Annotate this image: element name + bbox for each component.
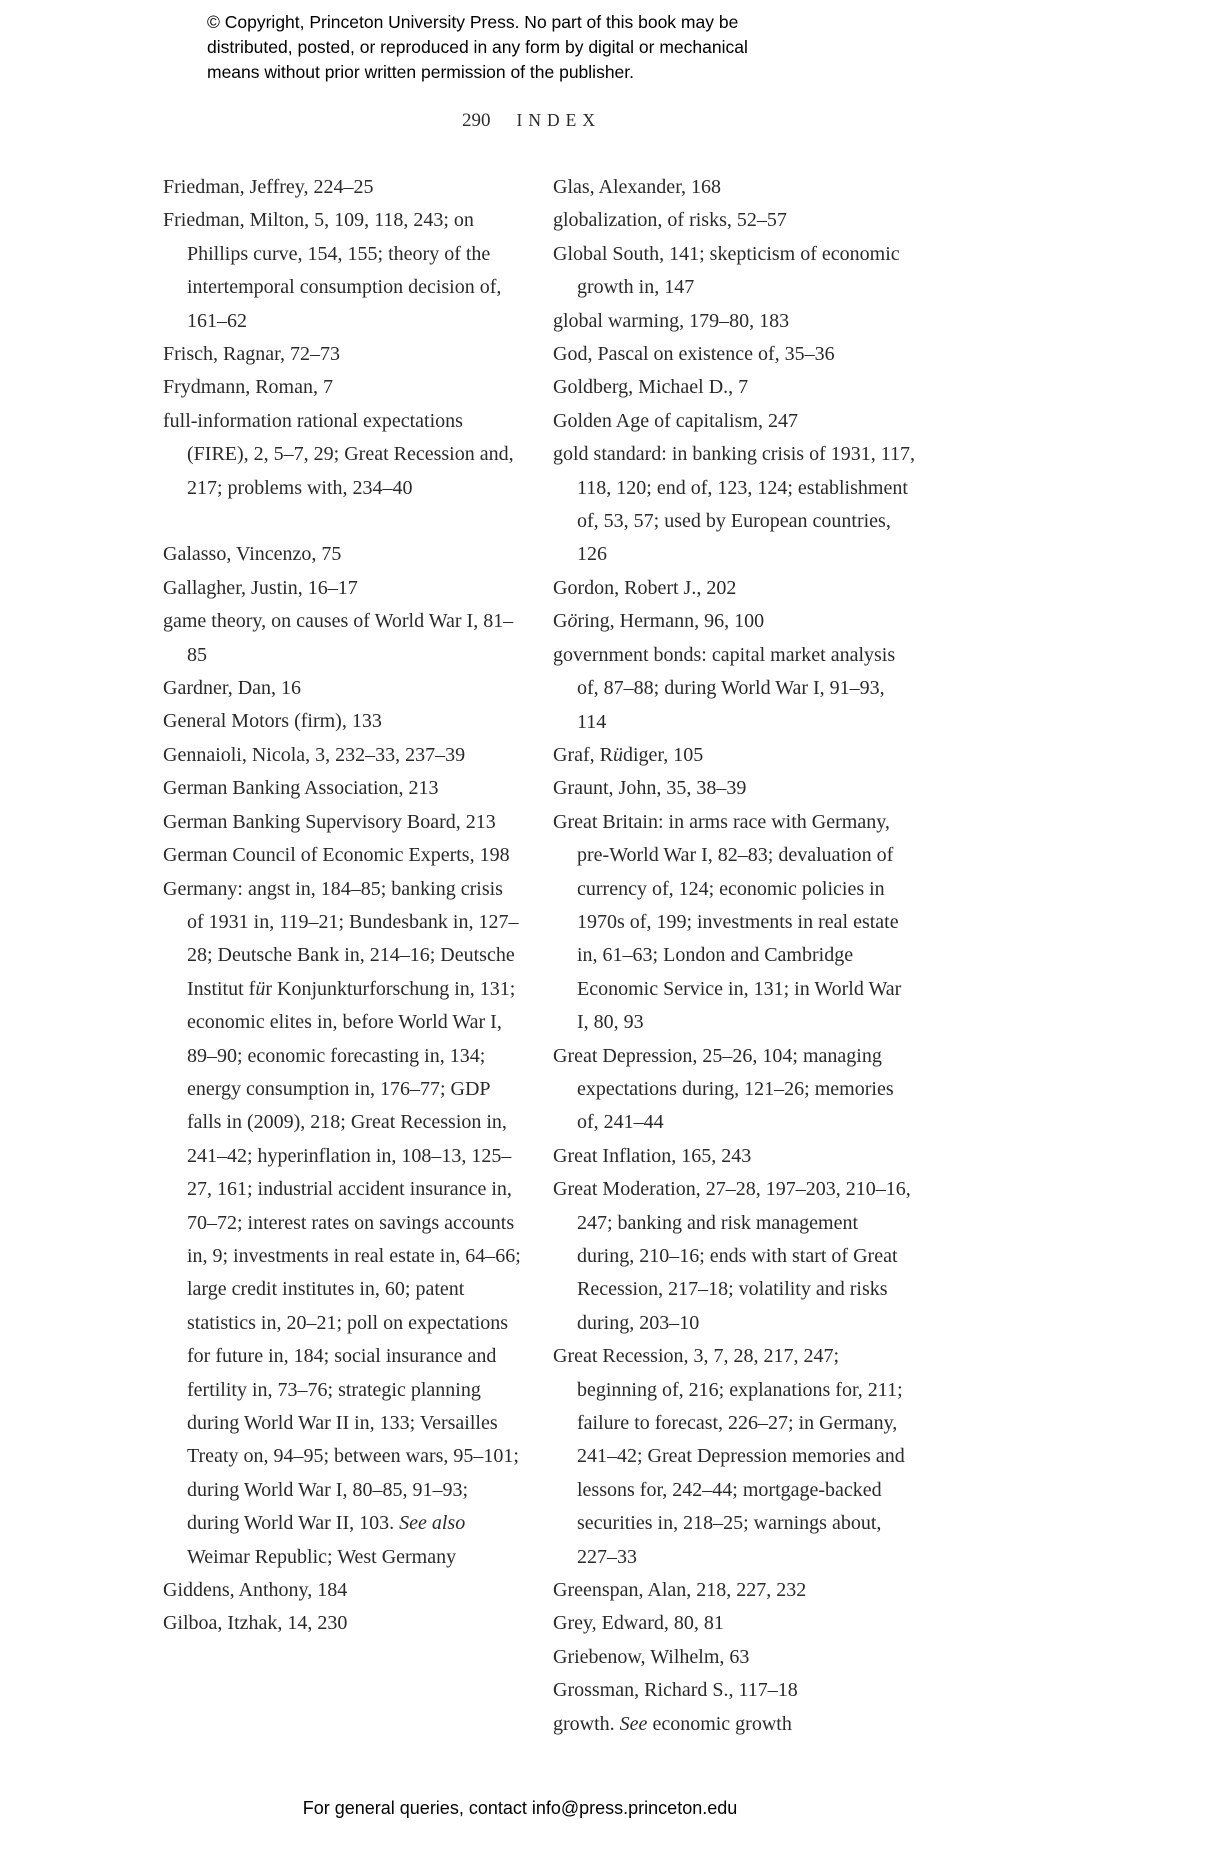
page-title: INDEX xyxy=(516,110,601,130)
index-entry: Friedman, Milton, 5, 109, 118, 243; on Phillips curve, 154, 155; theory of the intertemporal consumption decision of, 161–62 xyxy=(163,209,502,332)
footer-contact: For general queries, contact info@press.princeton.edu xyxy=(302,1798,738,1818)
index-entry: Graf, Rüdiger, 105 xyxy=(553,743,704,766)
index-entry: Gennaioli, Nicola, 3, 232–33, 237–39 xyxy=(163,743,466,766)
index-entry: Gordon, Robert J., 202 xyxy=(553,576,737,599)
index-entry: Göring, Hermann, 96, 100 xyxy=(553,610,765,633)
index-entry: Gallagher, Justin, 16–17 xyxy=(163,576,358,599)
index-entry: Grossman, Richard S., 117–18 xyxy=(553,1679,798,1702)
index-entry: Great Britain: in arms race with Germany, pre-World War I, 82–83; devaluation of currency of, 124; economic policies in 1970s of, 199; investments in real estate in, 61–63; London and Cambridge Economic Service in, 131; in World War I, 80, 93 xyxy=(553,810,902,1034)
index-entry: General Motors (firm), 133 xyxy=(163,710,382,733)
index-entry: German Banking Association, 213 xyxy=(163,777,439,800)
copyright-line: © Copyright, Princeton University Press. No part of this book may be xyxy=(207,12,739,32)
index-entry: Galasso, Vincenzo, 75 xyxy=(163,543,342,566)
index-entry: Giddens, Anthony, 184 xyxy=(163,1579,348,1602)
index-entry: globalization, of risks, 52–57 xyxy=(553,209,787,232)
index-entry: Graunt, John, 35, 38–39 xyxy=(553,777,747,800)
index-entry: global warming, 179–80, 183 xyxy=(553,309,790,332)
right-column xyxy=(553,171,915,1741)
index-entry: German Banking Supervisory Board, 213 xyxy=(163,810,496,833)
left-column xyxy=(163,171,521,1641)
copyright-line: means without prior written permission of the publisher. xyxy=(207,62,635,82)
copyright-notice xyxy=(207,10,867,85)
index-entry: Great Moderation, 27–28, 197–203, 210–16, 247; banking and risk management during, 210–16; ends with start of Great Recession, 217–18; volatility and risks during, 203–10 xyxy=(553,1178,911,1334)
index-entry: Goldberg, Michael D., 7 xyxy=(553,376,749,399)
index-entry: Friedman, Jeffrey, 224–25 xyxy=(163,176,374,198)
index-entry: Glas, Alexander, 168 xyxy=(553,176,722,198)
index-entry: Gardner, Dan, 16 xyxy=(163,677,302,700)
index-entry: growth. See economic growth xyxy=(553,1712,792,1735)
copyright-line: distributed, posted, or reproduced in any form by digital or mechanical xyxy=(207,37,748,57)
index-entry: Germany: angst in, 184–85; banking crisis of 1931 in, 119–21; Bundesbank in, 127–28; Deutsche Bank in, 214–16; Deutsche Institut für Konjunkturforschung in, 131; economic elites in, before World War I, 89–90; economic forecasting in, 134; energy consumption in, 176–77; GDP falls in (2009), 218; Great Recession in, 241–42; hyperinflation in, 108–13, 125–27, 161; industrial accident insurance in, 70–72; interest rates on savings accounts in, 9; investments in real estate in, 64–66; large credit institutes in, 60; patent statistics in, 20–21; poll on expectations for future in, 184; social insurance and fertility in, 73–76; strategic planning during World War II in, 133; Versailles Treaty on, 94–95; between wars, 95–101; during World War I, 80–85, 91–93; during World War II, 103. See also Weimar Republic; West Germany xyxy=(163,877,521,1568)
index-entry: Great Inflation, 165, 243 xyxy=(553,1144,752,1167)
index-entry: gold standard: in banking crisis of 1931, 117, 118, 120; end of, 123, 124; establishment of, 53, 57; used by European countries, 126 xyxy=(553,443,915,566)
index-entry: government bonds: capital market analysis of, 87–88; during World War I, 91–93, 114 xyxy=(553,643,896,733)
index-entry: Grey, Edward, 80, 81 xyxy=(553,1612,724,1635)
index-entry: Great Recession, 3, 7, 28, 217, 247; beginning of, 216; explanations for, 211; failure to forecast, 226–27; in Germany, 241–42; Great Depression memories and lessons for, 242–44; mortgage-backed securities in, 218–25; warnings about, 227–33 xyxy=(553,1345,905,1568)
index-entry: Greenspan, Alan, 218, 227, 232 xyxy=(553,1579,807,1602)
index-entry: Griebenow, Wilhelm, 63 xyxy=(553,1645,750,1668)
index-entry: Golden Age of capitalism, 247 xyxy=(553,409,798,432)
index-entry: German Council of Economic Experts, 198 xyxy=(163,844,510,867)
index-entry: Frydmann, Roman, 7 xyxy=(163,376,333,399)
index-entry: Gilboa, Itzhak, 14, 230 xyxy=(163,1612,348,1635)
section-gap xyxy=(163,505,521,538)
index-entry: Global South, 141; skepticism of economic growth in, 147 xyxy=(553,242,900,299)
page-number: 290 xyxy=(462,110,491,131)
index-entry: Frisch, Ragnar, 72–73 xyxy=(163,343,340,366)
index-entry: full-information rational expectations (FIRE), 2, 5–7, 29; Great Recession and, 217; problems with, 234–40 xyxy=(163,409,514,499)
index-entry: God, Pascal on existence of, 35–36 xyxy=(553,343,835,366)
index-entry: Great Depression, 25–26, 104; managing expectations during, 121–26; memories of, 241–44 xyxy=(553,1044,894,1134)
page-header xyxy=(163,110,900,132)
index-entry: game theory, on causes of World War I, 81–85 xyxy=(163,610,514,666)
